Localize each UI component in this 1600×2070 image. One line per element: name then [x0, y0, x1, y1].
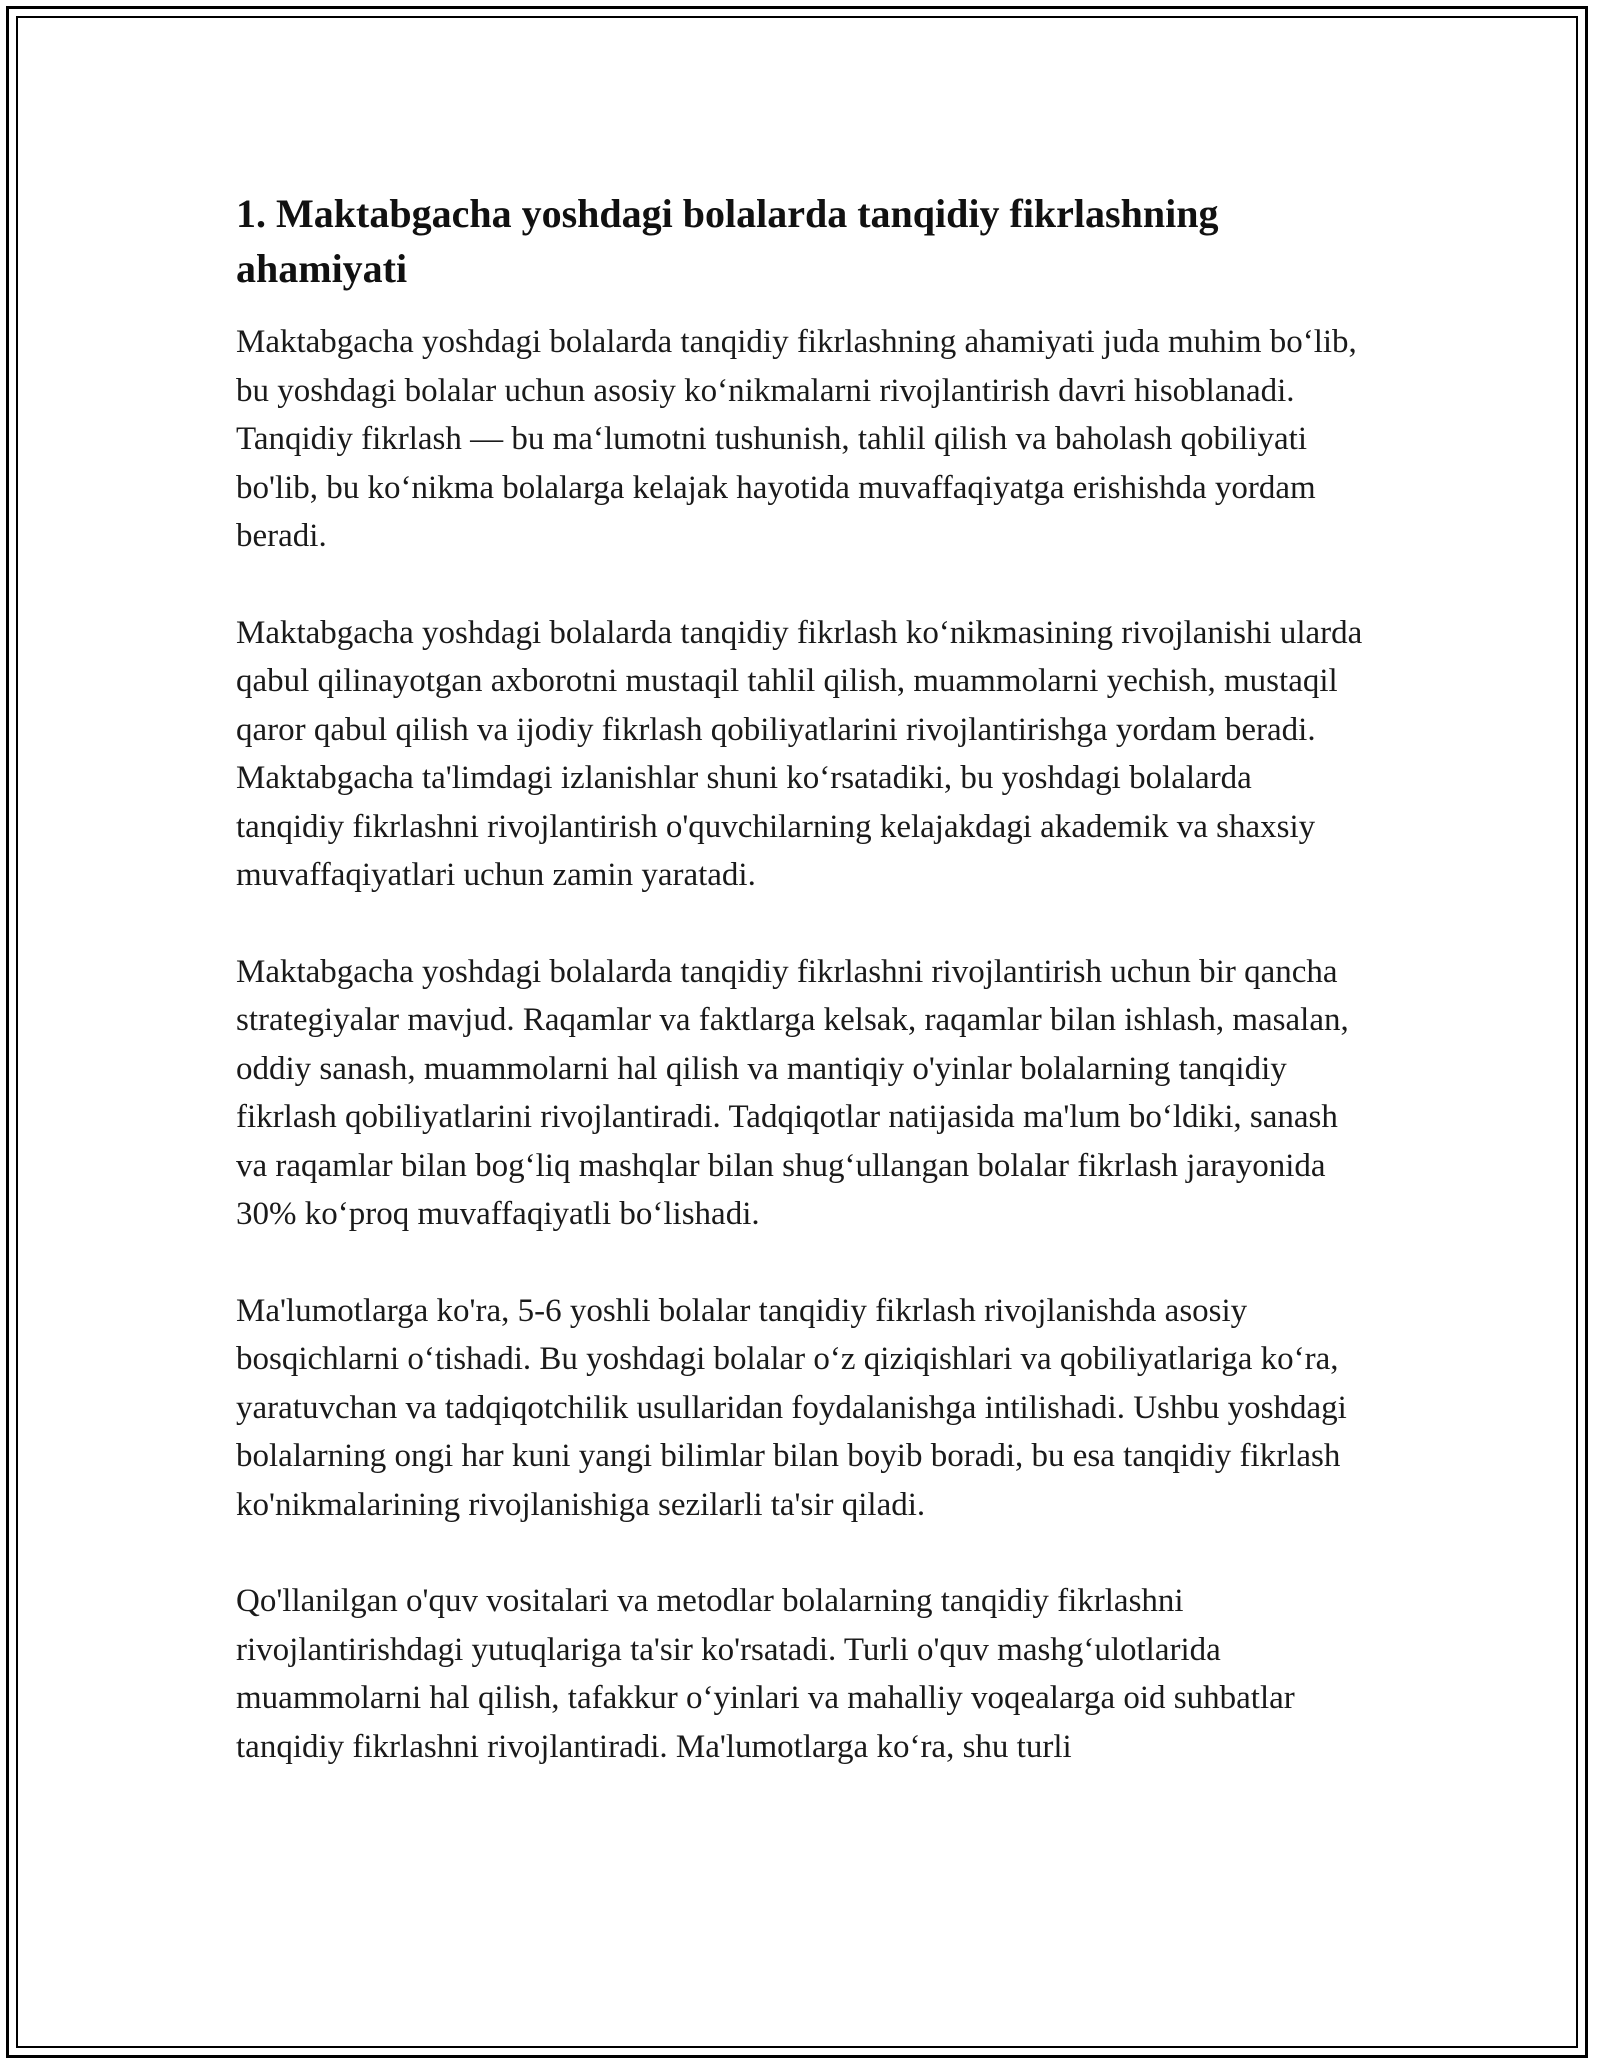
paragraph-5: Qo'llanilgan o'quv vositalari va metodlar bolalarning tanqidiy fikrlashni rivojlantirishdagi yutuqlariga ta'sir ko'rsatadi. Turli o'quv mashg‘ulotlarida muammolarni hal qilish, tafakkur o‘yinlari va mahalliy voqealarga oid suhbatlar tanqidiy fikrlashni rivojlantiradi. Ma'lumotlarga ko‘ra, shu turli [236, 1583, 1295, 1765]
paragraph-4: Ma'lumotlarga ko'ra, 5-6 yoshli bolalar tanqidiy fikrlash rivojlanishda asosiy bosqichlarni o‘tishadi. Bu yoshdagi bolalar o‘z qiziqishlari va qobiliyatlariga ko‘ra, yaratuvchan va tadqiqotchilik usullaridan foydalanishga intilishadi. Ushbu yoshdagi bolalarning ongi har kuni yangi bilimlar bilan boyib boradi, bu esa tanqidiy fikrlash ko'nikmalarining rivojlanishiga sezilarli ta'sir qiladi. [236, 1292, 1347, 1523]
document-body [236, 186, 1368, 1819]
paragraph-3: Maktabgacha yoshdagi bolalarda tanqidiy fikrlashni rivojlantirish uchun bir qancha strategiyalar mavjud. Raqamlar va faktlarga kelsak, raqamlar bilan ishlash, masalan, oddiy sanash, muammolarni hal qilish va mantiqiy o'yinlar bolalarning tanqidiy fikrlash qobiliyatlarini rivojlantiradi. Tadqiqotlar natijasida ma'lum bo‘ldiki, sanash va raqamlar bilan bog‘liq mashqlar bilan shug‘ullangan bolalar fikrlash jarayonida 30% ko‘proq muvaffaqiyatli bo‘lishadi. [236, 953, 1349, 1232]
paragraph-2: Maktabgacha yoshdagi bolalarda tanqidiy fikrlash ko‘nikmasining rivojlanishi ularda qabul qilinayotgan axborotni mustaqil tahlil qilish, muammolarni yechish, mustaqil qaror qabul qilish va ijodiy fikrlash qobiliyatlarini rivojlantirishga yordam beradi. Maktabgacha ta'limdagi izlanishlar shuni ko‘rsatadiki, bu yoshdagi bolalarda tanqidiy fikrlashni rivojlantirish o'quvchilarning kelajakdagi akademik va shaxsiy muvaffaqiyatlari uchun zamin yaratadi. [236, 614, 1363, 893]
paragraph-1: Maktabgacha yoshdagi bolalarda tanqidiy fikrlashning ahamiyati juda muhim bo‘lib, bu yoshdagi bolalar uchun asosiy ko‘nikmalarni rivojlantirish davri hisoblanadi. Tanqidiy fikrlash — bu ma‘lumotni tushunish, tahlil qilish va baholash qobiliyati bo'lib, bu ko‘nikma bolalarga kelajak hayotida muvaffaqiyatga erishishda yordam beradi. [236, 324, 1357, 554]
section-heading: 1. Maktabgacha yoshdagi bolalarda tanqidiy fikrlashning ahamiyati [236, 191, 1219, 291]
